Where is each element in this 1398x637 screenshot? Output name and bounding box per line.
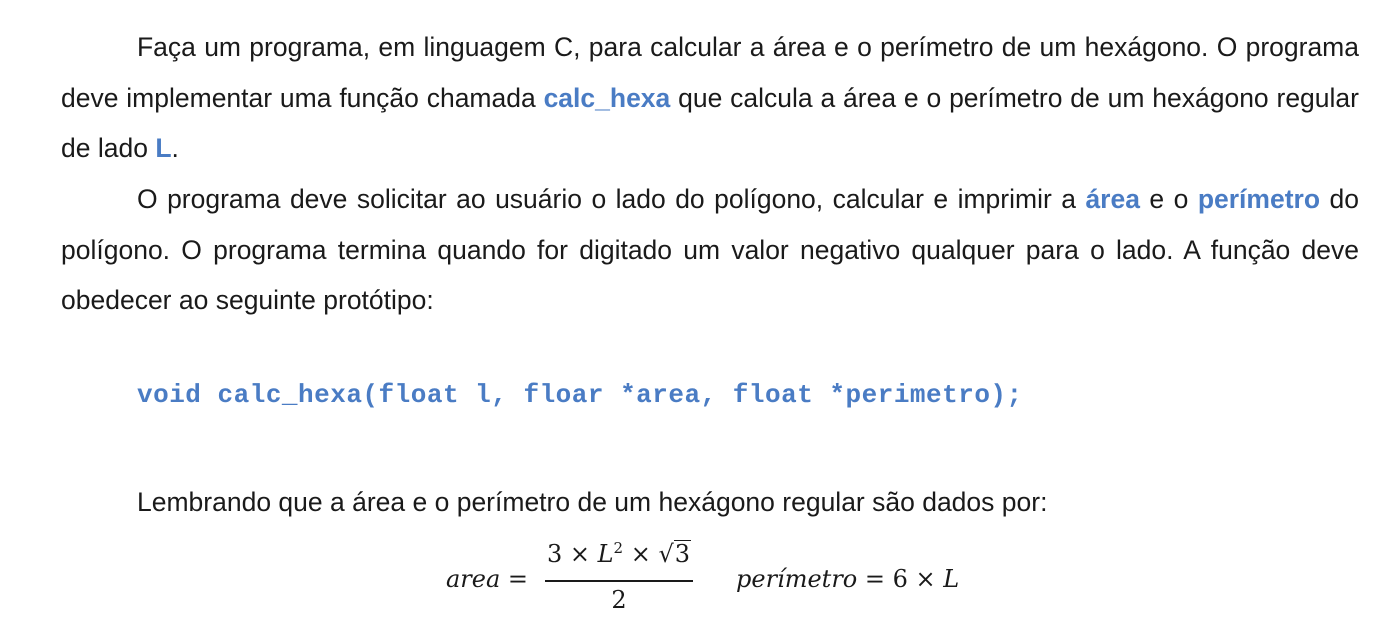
instructions-text-2: e o	[1139, 184, 1198, 214]
sqrt-expression	[658, 540, 691, 568]
area-variable: area	[446, 565, 501, 593]
numerator-L: L	[597, 540, 614, 568]
paragraph-instructions	[61, 174, 1359, 326]
reminder-text: Lembrando que a área e o perímetro de um hexágono regular são dados por:	[137, 487, 1048, 517]
instructions-text-1: O programa deve solicitar ao usuário o lado do polígono, calcular e imprimir a	[137, 184, 1086, 214]
numerator-coefficient: 3 ×	[546, 540, 598, 568]
perimeter-variable: perímetro	[736, 565, 858, 593]
area-denominator: 2	[611, 586, 627, 614]
sqrt-argument: 3	[674, 540, 691, 568]
fraction-bar	[545, 580, 693, 582]
area-formula-lhs	[446, 565, 536, 593]
intro-text-1: Faça um programa, em linguagem C, para calcular a área e o perímetro de um hexágono. O programa deve implementar uma função chamada	[61, 32, 1359, 113]
area-word-highlight: área	[1085, 184, 1140, 214]
function-name-highlight: calc_hexa	[543, 82, 671, 113]
perimeter-formula	[736, 565, 959, 593]
intro-text-end: .	[171, 133, 179, 163]
perimeter-equals-sign: =	[857, 565, 893, 593]
numerator-times: ×	[623, 540, 659, 568]
numerator-exponent: 2	[613, 539, 624, 557]
paragraph-intro	[61, 22, 1359, 174]
area-equals-sign: =	[500, 565, 536, 593]
intro-text-2: que calcula a área e o perímetro de um hexágono regular de lado	[61, 82, 1359, 163]
area-numerator	[545, 540, 693, 568]
instructions-text-3: do polígono. O programa termina quando for digitado um valor negativo qualquer para o lado. A função deve obedecer ao seguinte protótipo:	[61, 184, 1359, 315]
code-prototype: void calc_hexa(float l, floar *area, float *perimetro);	[137, 380, 1023, 410]
perimeter-L: L	[943, 565, 960, 593]
area-fraction	[545, 538, 693, 618]
perimeter-word-highlight: perímetro	[1197, 184, 1321, 214]
perimeter-coefficient: 6 ×	[892, 565, 944, 593]
sqrt-symbol: √	[658, 540, 674, 568]
side-variable-highlight: L	[155, 133, 172, 163]
